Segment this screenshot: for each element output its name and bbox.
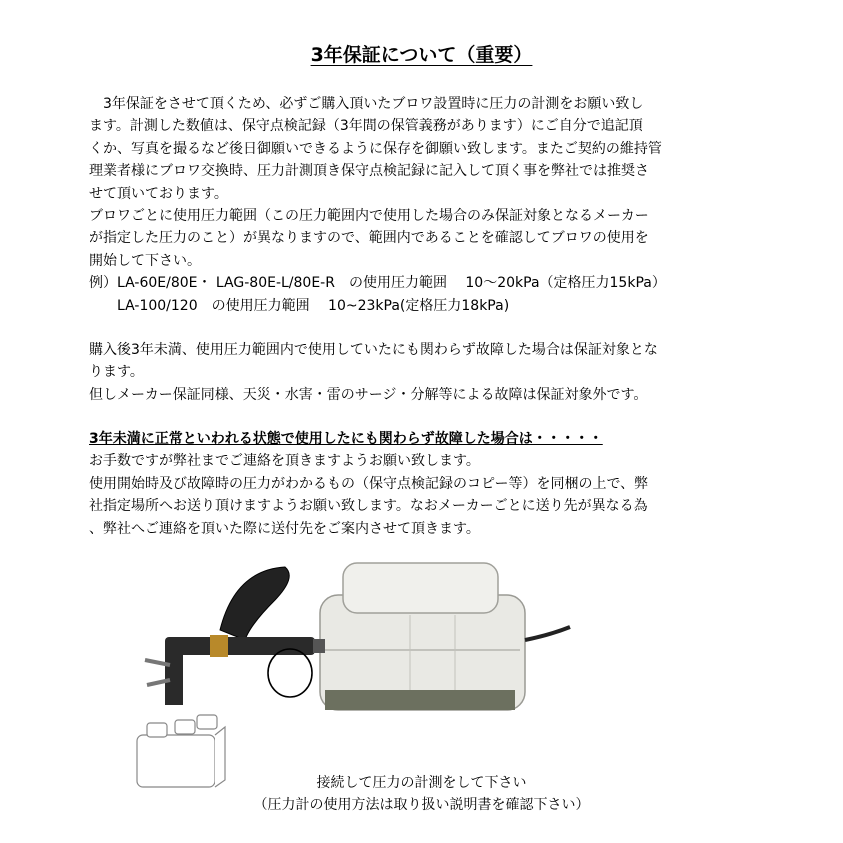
text-line: ります。 [89, 364, 144, 381]
blower-connection-illustration [125, 555, 585, 790]
text-line: 3年保証をさせて頂くため、必ずご購入頂いたブロワ設置時に圧力の計測をお願い致し [89, 96, 644, 112]
text-line: くか、写真を撮るなど後日御願いできるように保存を御願い致します。またご契約の維持管 [89, 140, 662, 157]
text-line: お手数ですが弊社までご連絡を頂きますようお願い致します。 [89, 453, 480, 470]
page-title: 3年保証について（重要） [310, 44, 533, 66]
text-line: 開始して下さい。 [89, 252, 201, 269]
text-line: ます。計測した数値は、保守点検記録（3年間の保管義務があります）にご自分で追記頂 [89, 118, 643, 135]
text-line: 購入後3年未満、使用圧力範囲内で使用していたにも関わらず故障した場合は保証対象とな [89, 341, 658, 358]
text-line: せて頂いております。 [89, 185, 228, 202]
text-line: ブロワごとに使用圧力範囲（この圧力範囲内で使用した場合のみ保証対象となるメーカー [89, 207, 649, 224]
example-line-1: 例）LA-60E/80E・ LAG-80E-L/80E-R の使用圧力範囲 10～20kPa（定格圧力15kPa） [89, 275, 666, 292]
blower-icon [320, 563, 570, 710]
caption-line-2: （圧力計の使用方法は取り扱い説明書を確認下さい） [253, 797, 590, 813]
connection-highlight-circle [268, 649, 312, 697]
text-line: が指定した圧力のこと）が異なりますので、範囲内であることを確認してブロワの使用を [89, 230, 649, 247]
text-line: 理業者様にブロワ交換時、圧力計測頂き保守点検記録に記入して頂く事を弊社では推奨さ [89, 163, 649, 180]
caption-line-1: 接続して圧力の計測をして下さい [316, 775, 527, 791]
bold-heading: 3年未満に正常といわれる状態で使用したにも関わらず故障した場合は・・・・・ [89, 431, 603, 448]
text-line: 但しメーカー保証同様、天災・水害・雷のサージ・分解等による故障は保証対象外です。 [89, 386, 648, 403]
text-line: 社指定場所へお送り頂けますようお願い致します。なおメーカーごとに送り先が異なる為 [89, 498, 648, 515]
document-body [89, 93, 729, 540]
pressure-gauge-icon [145, 567, 325, 705]
example-line-2: LA-100/120 の使用圧力範囲 10~23kPa(定格圧力18kPa) [117, 297, 510, 314]
text-line: 使用開始時及び故障時の圧力がわかるもの（保守点検記録のコピー等）を同梱の上で、弊 [89, 475, 649, 492]
text-line: 、弊社へご連絡を頂いた際に送付先をご案内させて頂きます。 [89, 520, 480, 537]
